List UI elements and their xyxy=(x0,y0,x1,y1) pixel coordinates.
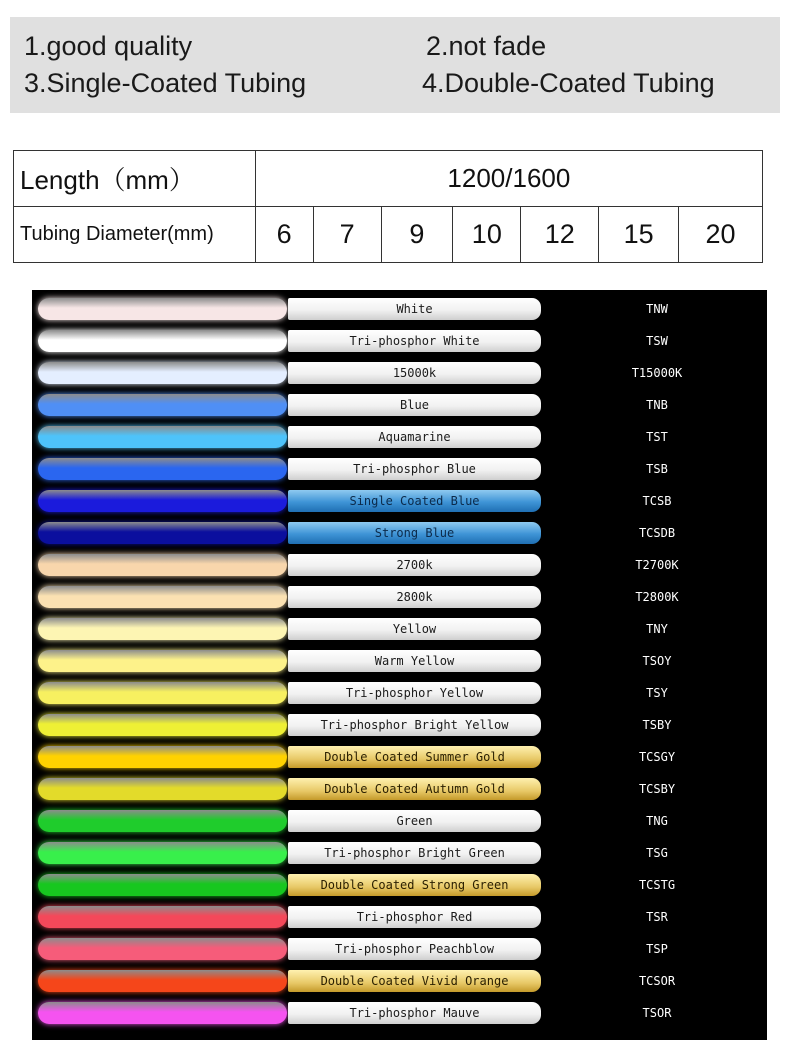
color-code: TSW xyxy=(646,334,668,348)
color-name-label: Tri-phosphor Yellow xyxy=(288,682,541,704)
color-code: TCSDB xyxy=(638,526,676,540)
color-row xyxy=(32,546,767,578)
color-name-label: Double Coated Vivid Orange xyxy=(288,970,541,992)
tube-swatch xyxy=(38,362,287,384)
color-name-label: Green xyxy=(288,810,541,832)
spec-table xyxy=(13,150,763,263)
color-row xyxy=(32,994,767,1026)
color-code: TSY xyxy=(646,686,668,700)
color-row xyxy=(32,578,767,610)
color-row xyxy=(32,674,767,706)
color-row xyxy=(32,738,767,770)
features-box xyxy=(10,17,780,113)
color-name-label: Double Coated Strong Green xyxy=(288,874,541,896)
color-code: TSR xyxy=(646,910,668,924)
tube-swatch xyxy=(38,682,287,704)
color-row xyxy=(32,962,767,994)
color-code: TNG xyxy=(646,814,668,828)
color-row xyxy=(32,706,767,738)
color-name-label: 15000k xyxy=(288,362,541,384)
tube-swatch xyxy=(38,746,287,768)
color-code: TCSOR xyxy=(638,974,676,988)
color-row xyxy=(32,418,767,450)
diameter-value: 10 xyxy=(453,207,521,263)
color-name-label: White xyxy=(288,298,541,320)
tube-swatch xyxy=(38,394,287,416)
tube-swatch xyxy=(38,874,287,896)
tube-swatch xyxy=(38,906,287,928)
diameter-label: Tubing Diameter(mm) xyxy=(14,207,256,263)
color-code: TST xyxy=(646,430,668,444)
color-name-label: Aquamarine xyxy=(288,426,541,448)
color-name-label: Tri-phosphor Blue xyxy=(288,458,541,480)
tube-swatch xyxy=(38,490,287,512)
color-code: TNW xyxy=(646,302,668,316)
color-chart-panel xyxy=(32,290,767,1040)
tube-swatch xyxy=(38,810,287,832)
tube-swatch xyxy=(38,330,287,352)
color-name-label: Double Coated Autumn Gold xyxy=(288,778,541,800)
diameter-value: 6 xyxy=(255,207,313,263)
color-code: TCSTG xyxy=(638,878,676,892)
color-code: T15000K xyxy=(631,366,683,380)
tube-swatch xyxy=(38,586,287,608)
color-name-label: Warm Yellow xyxy=(288,650,541,672)
color-name-label: Tri-phosphor White xyxy=(288,330,541,352)
tube-swatch xyxy=(38,426,287,448)
color-row xyxy=(32,514,767,546)
color-code: TNY xyxy=(646,622,668,636)
tube-swatch xyxy=(38,650,287,672)
tube-swatch xyxy=(38,970,287,992)
diameter-value: 15 xyxy=(599,207,679,263)
color-code: T2700K xyxy=(635,558,679,572)
tube-swatch xyxy=(38,522,287,544)
color-code: TSG xyxy=(646,846,668,860)
tube-swatch xyxy=(38,842,287,864)
color-code: TCSB xyxy=(642,494,672,508)
color-name-label: Yellow xyxy=(288,618,541,640)
color-code: T2800K xyxy=(635,590,679,604)
color-code: TSOY xyxy=(642,654,672,668)
tube-swatch xyxy=(38,938,287,960)
color-code: TNB xyxy=(646,398,668,412)
color-row xyxy=(32,898,767,930)
color-row xyxy=(32,386,767,418)
diameter-row xyxy=(14,207,763,263)
color-row xyxy=(32,290,767,322)
color-name-label: Tri-phosphor Mauve xyxy=(288,1002,541,1024)
tube-swatch xyxy=(38,554,287,576)
color-code: TCSGY xyxy=(638,750,676,764)
color-name-label: Blue xyxy=(288,394,541,416)
tube-swatch xyxy=(38,1002,287,1024)
color-code: TSP xyxy=(646,942,668,956)
color-code: TSBY xyxy=(642,718,672,732)
tube-swatch xyxy=(38,714,287,736)
diameter-value: 9 xyxy=(381,207,453,263)
length-label: Length（mm） xyxy=(14,151,256,207)
tube-swatch xyxy=(38,458,287,480)
color-code: TCSBY xyxy=(638,782,676,796)
color-row xyxy=(32,482,767,514)
color-row xyxy=(32,770,767,802)
color-name-label: Tri-phosphor Peachblow xyxy=(288,938,541,960)
feature-2: 2.not fade xyxy=(426,31,547,61)
color-row xyxy=(32,930,767,962)
color-name-label: Tri-phosphor Bright Green xyxy=(288,842,541,864)
color-row xyxy=(32,642,767,674)
tube-swatch xyxy=(38,778,287,800)
color-row xyxy=(32,610,767,642)
color-name-label: 2700k xyxy=(288,554,541,576)
color-name-label: 2800k xyxy=(288,586,541,608)
color-name-label: Tri-phosphor Red xyxy=(288,906,541,928)
color-code: TSOR xyxy=(642,1006,672,1020)
color-code: TSB xyxy=(646,462,668,476)
color-row xyxy=(32,450,767,482)
tube-swatch xyxy=(38,298,287,320)
feature-4: 4.Double-Coated Tubing xyxy=(422,68,715,98)
color-name-label: Single Coated Blue xyxy=(288,490,541,512)
feature-3: 3.Single-Coated Tubing xyxy=(24,68,307,98)
color-name-label: Double Coated Summer Gold xyxy=(288,746,541,768)
color-row xyxy=(32,866,767,898)
diameter-value: 12 xyxy=(521,207,599,263)
color-row xyxy=(32,802,767,834)
tube-swatch xyxy=(38,618,287,640)
color-row xyxy=(32,354,767,386)
color-name-label: Tri-phosphor Bright Yellow xyxy=(288,714,541,736)
diameter-value: 20 xyxy=(679,207,763,263)
diameter-value: 7 xyxy=(313,207,381,263)
length-row xyxy=(14,151,763,207)
length-value: 1200/1600 xyxy=(255,151,762,207)
feature-1: 1.good quality xyxy=(24,31,193,61)
color-name-label: Strong Blue xyxy=(288,522,541,544)
color-row xyxy=(32,834,767,866)
color-row xyxy=(32,322,767,354)
